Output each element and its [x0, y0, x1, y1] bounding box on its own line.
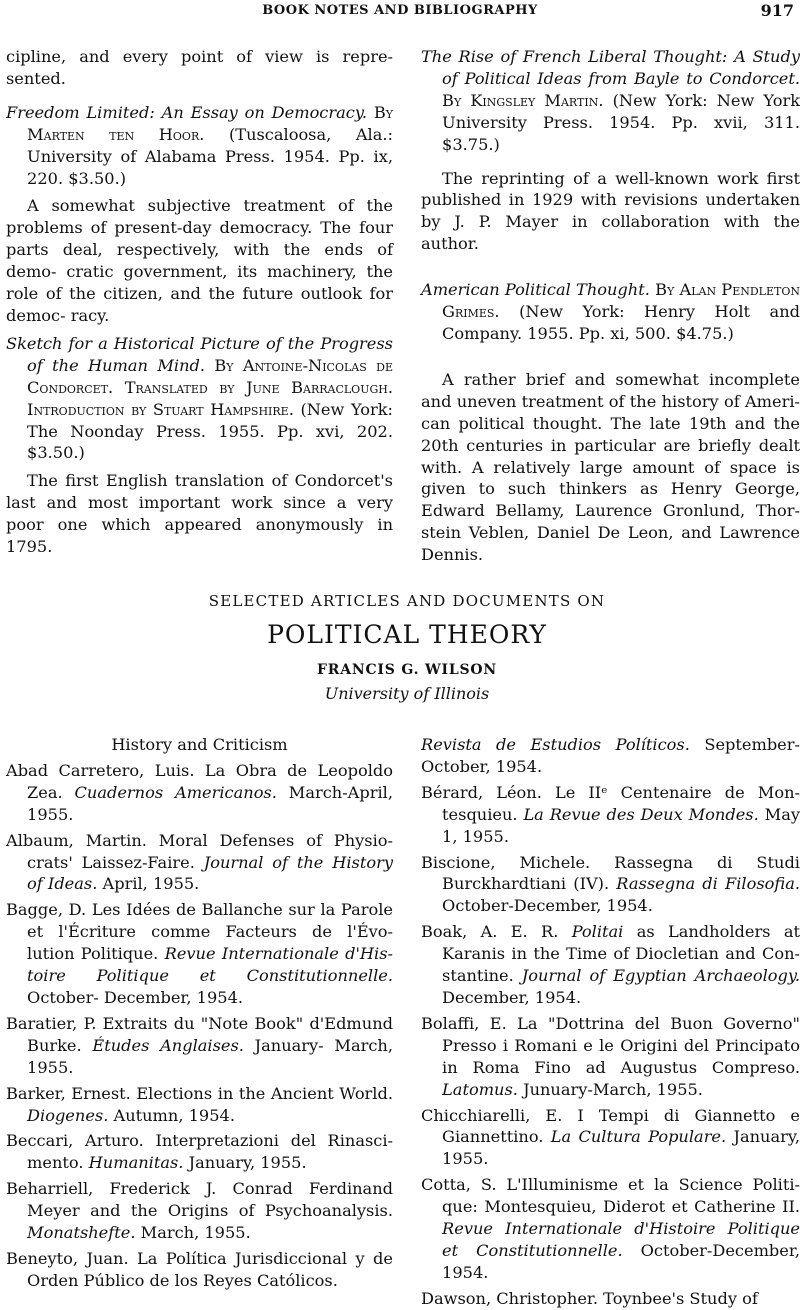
bibliography-entry — [6, 1130, 393, 1174]
bibliography-entry — [6, 760, 393, 826]
book-citation — [6, 333, 393, 464]
book-citation — [6, 102, 393, 190]
section-author: FRANCIS G. WILSON — [317, 662, 497, 678]
entry-text: Beccari, Arturo. Interpretazioni del Rinasci- mento. — [6, 1131, 393, 1173]
book-author: Marten ten Hoor. — [27, 124, 205, 144]
bibliography-entry — [421, 782, 800, 848]
entry-date: October-December, 1954. — [442, 1240, 800, 1282]
entry-publication: Cuadernos Americanos. — [74, 782, 277, 802]
book-publication: (Tuscaloosa, Ala.: University of Alabama Press. 1954. Pp. ix, 220. $3.50.) — [27, 124, 393, 188]
book-notes-left-column — [6, 46, 393, 558]
book-title: Sketch for a Historical Picture of the Progress of the Human Mind. — [6, 333, 393, 375]
entry-date: October- December, 1954. — [27, 987, 244, 1007]
entry-publication: Humanitas. — [88, 1153, 184, 1173]
entry-text: Abad Carretero, Luis. La Obra de Leopoldo Zea. — [6, 760, 393, 802]
entry-text: Boak, A. E. R. — [421, 922, 559, 942]
entry-inline-term: Politai — [571, 922, 624, 942]
entry-text: Bérard, Léon. Le IIᵉ Centenaire de Mon- tesquieu. — [421, 782, 800, 824]
entry-publication: Journal of Egyptian Archaeology. — [521, 966, 800, 986]
running-header — [0, 0, 800, 26]
entry-text: Beharriell, Frederick J. Conrad Ferdinand Meyer and the Origins of Psychoanalysis. — [6, 1179, 393, 1221]
entry-date: January- March, 1955. — [27, 1035, 393, 1077]
entry-text: Barker, Ernest. Elections in the Ancient World. — [6, 1083, 393, 1103]
section-heading — [0, 592, 800, 703]
book-author: Antoine-Nicolas de Condorcet. Translated by June Barraclough. Introduction by Stuart Hampshire. — [27, 355, 393, 419]
carryover-paragraph: cipline, and every point of view is repre- sented. — [6, 47, 393, 88]
entry-text-continued: as Landholders at Karanis in the Time of Diocletian and Con- stantine. — [442, 922, 800, 986]
page-number: 917 — [760, 1, 794, 20]
book-title: American Political Thought. — [421, 280, 650, 300]
entry-date: September- October, 1954. — [421, 735, 800, 776]
bibliography-subheading: History and Criticism — [111, 735, 288, 754]
bibliography-entry — [421, 921, 800, 1009]
entry-text: Dawson, Christopher. Toynbee's Study of — [421, 1288, 758, 1308]
bibliography-entry — [421, 1013, 800, 1101]
section-affiliation: University of Illinois — [324, 684, 490, 703]
book-author: Alan Pendleton Grimes. — [442, 280, 800, 322]
entry-date: Junuary-March, 1955. — [523, 1079, 703, 1099]
entry-date: Autumn, 1954. — [113, 1105, 235, 1125]
book-citation — [421, 279, 800, 345]
book-citation — [421, 46, 800, 156]
entry-publication: Revista de Estudios Políticos. — [421, 735, 690, 754]
entry-publication: La Cultura Populare. — [550, 1127, 727, 1147]
entry-date: May 1, 1955. — [442, 804, 800, 846]
entry-publication: Revue Internationale d'His- toire Politique et Constitutionnelle. — [27, 944, 393, 986]
book-author: Kingsley Martin. — [470, 90, 604, 110]
bibliography-left-column — [6, 734, 393, 1292]
book-publication: (New York: New York University Press. 1954. Pp. xvii, 311. $3.75.) — [442, 90, 800, 154]
entry-text: Albaum, Martin. Moral Defenses of Physio- crats' Laissez-Faire. — [6, 830, 393, 872]
entry-text: Chicchiarelli, E. I Tempi di Giannetto e Giannettino. — [421, 1105, 800, 1147]
book-note: The reprinting of a well-known work first published in 1929 with revisions undertaken by J. P. Mayer in collaboration with the author. — [421, 168, 800, 254]
entry-text: Cotta, S. L'Illuminisme et la Science Politi- que: Montesquieu, Diderot et Catherine II. — [421, 1175, 800, 1217]
entry-date: April, 1955. — [102, 874, 200, 894]
bibliography-right-column — [421, 734, 800, 1310]
entry-date: October-December, 1954. — [442, 896, 653, 916]
book-note: A somewhat subjective treatment of the problems of present-day democracy. The four parts deal, respectively, with the ends of demo- cratic government, its machinery, the role of the citizen, and the future outlook for democ- racy. — [6, 196, 393, 325]
book-by: By — [442, 90, 462, 110]
entry-publication: Latomus. — [442, 1079, 518, 1099]
entry-date: March-April, 1955. — [27, 782, 393, 824]
entry-text: Baratier, P. Extraits du "Note Book" d'Edmund Burke. — [6, 1013, 393, 1055]
entry-publication: Études Anglaises. — [92, 1035, 244, 1055]
bibliography-entry — [6, 1013, 393, 1079]
entry-date: January, 1955. — [188, 1153, 307, 1173]
book-note: The first English translation of Condorcet's last and most important work since a very poor one which appeared anonymously in 1795. — [6, 471, 393, 557]
entry-publication: Diogenes. — [27, 1105, 109, 1125]
book-by: By — [214, 355, 234, 375]
entry-date: January, 1955. — [442, 1127, 800, 1169]
section-title-line2: POLITICAL THEORY — [267, 620, 547, 649]
entry-text: Bagge, D. Les Idées de Ballanche sur la Parole et l'Écriture comme Facteurs de l'Évo- lution Politique. — [6, 900, 393, 964]
book-note: A rather brief and somewhat incomplete and uneven treatment of the history of Ameri- can political thought. The late 19th and the 20th centuries in particular are briefly dealt with. A relatively large amount of space is given to such thinkers as Henry George, Edward Bellamy, Laurence Gronlund, Thor- stein Veblen, Daniel De Leon, and Lawrence Dennis. — [421, 369, 800, 565]
bibliography-entry — [6, 899, 393, 1009]
entry-text: Beneyto, Juan. La Política Jurisdiccional y de Orden Público de los Reyes Católicos. — [6, 1248, 393, 1290]
bibliography-entry — [421, 852, 800, 918]
book-by: By — [655, 280, 675, 300]
entry-text: Biscione, Michele. Rassegna di Studi Burckhardtiani (IV). — [421, 852, 800, 894]
entry-publication: Revue Internationale d'Histoire Politique et Constitutionnelle. — [442, 1219, 800, 1260]
bibliography-entry — [421, 1174, 800, 1284]
entry-text: Bolaffi, E. La "Dottrina del Buon Governo" Presso i Romani e le Origini del Principato in Roma Fino ad Augustus Compreso. — [421, 1013, 800, 1077]
entry-publication: Monatshefte. — [27, 1223, 136, 1243]
running-title: BOOK NOTES AND BIBLIOGRAPHY — [262, 3, 538, 18]
bibliography-entry — [6, 830, 393, 896]
entry-date: March, 1955. — [140, 1223, 251, 1243]
section-title-line1: SELECTED ARTICLES AND DOCUMENTS ON — [208, 592, 606, 610]
bibliography-entry — [6, 1178, 393, 1244]
book-publication: (New York: Henry Holt and Company. 1955. Pp. xi, 500. $4.75.) — [442, 302, 800, 343]
book-by: By — [373, 102, 393, 122]
bibliography-entry — [421, 1288, 800, 1310]
bibliography-entry — [421, 1105, 800, 1171]
book-publication: (New York: The Noonday Press. 1955. Pp. xvi, 202. $3.50.) — [27, 399, 393, 463]
book-title: Freedom Limited: An Essay on Democracy. — [6, 102, 367, 122]
entry-publication: La Revue des Deux Mondes. — [523, 804, 759, 824]
bibliography-entry-continuation — [421, 734, 800, 778]
entry-publication: Rassegna di Filosofia. — [616, 874, 800, 894]
entry-date: December, 1954. — [442, 987, 582, 1007]
entry-publication: Journal of the History of Ideas. — [27, 852, 393, 894]
bibliography-entry — [6, 1083, 393, 1127]
bibliography-entry — [6, 1248, 393, 1292]
book-notes-right-column — [421, 46, 800, 566]
book-title: The Rise of French Liberal Thought: A Study of Political Ideas from Bayle to Condorcet. — [421, 47, 800, 88]
